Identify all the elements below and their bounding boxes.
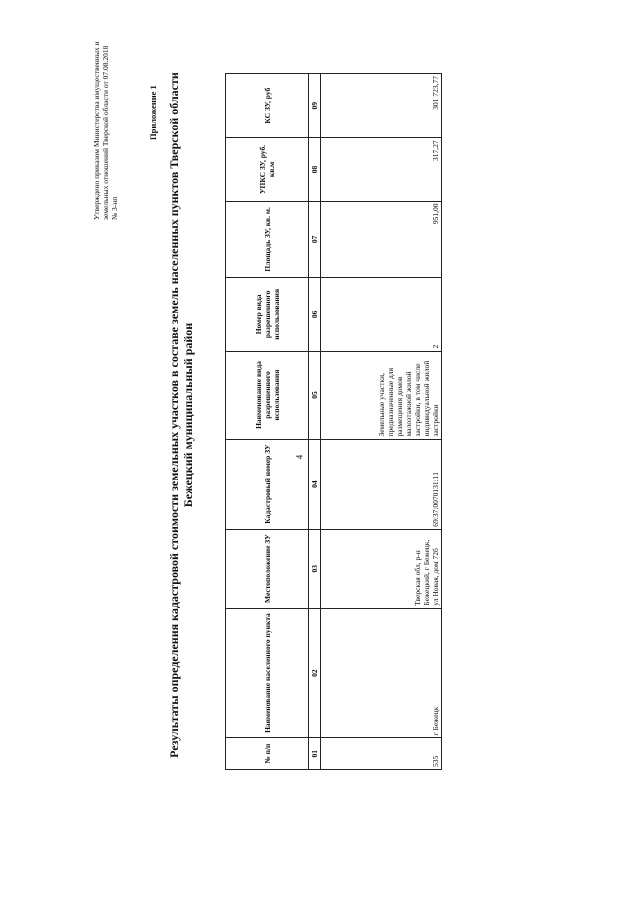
- code-cell: 08: [309, 138, 321, 201]
- code-cell: 03: [309, 529, 321, 608]
- approval-note: [92, 40, 119, 220]
- header-cell: КС ЗУ, руб: [226, 74, 309, 138]
- row-number: 535: [321, 738, 442, 770]
- approval-line-3: № 3-нп: [110, 196, 119, 220]
- row-cadastral-value: 301 723,77: [321, 74, 442, 138]
- header-cell: Наименование вида разрешенного использования: [226, 351, 309, 439]
- code-cell: 09: [309, 74, 321, 138]
- title-line-2: Бежецкий муниципальный район: [181, 322, 195, 508]
- header-cell: УПКС ЗУ, руб. кв.м: [226, 138, 309, 201]
- header-row: [226, 74, 309, 770]
- row-settlement: г Бежецк: [321, 608, 442, 738]
- code-cell: 05: [309, 351, 321, 439]
- header-cell: Номер вида разрешенного использования: [226, 278, 309, 351]
- row-cadastral-number: 69:37:0070131:11: [321, 439, 442, 529]
- document-title: [167, 45, 195, 785]
- row-use-number: 2: [321, 278, 442, 351]
- code-cell: 07: [309, 201, 321, 278]
- code-cell: 04: [309, 439, 321, 529]
- code-cell: 01: [309, 738, 321, 770]
- header-cell: № п/п: [226, 738, 309, 770]
- code-cell: 02: [309, 608, 321, 738]
- page-number: 4: [294, 454, 305, 460]
- code-cell: 06: [309, 278, 321, 351]
- title-line-1: Результаты определения кадастровой стоимости земельных участков в составе земель населенных пунктов Тверской области: [167, 72, 181, 758]
- table-row: [321, 74, 442, 770]
- header-cell: Наименование населенного пункта: [226, 608, 309, 738]
- code-row: [309, 74, 321, 770]
- results-table: [225, 73, 442, 770]
- approval-line-1: Утверждено приказом Министерства имущественных и: [92, 41, 101, 220]
- row-upks: 317,27: [321, 138, 442, 201]
- row-location: Тверская обл, р-н Бежецкий, г Бежецк, ул Новая, дом 72б: [321, 529, 442, 608]
- header-cell: Местоположение ЗУ: [226, 529, 309, 608]
- header-cell: Кадастровый номер ЗУ: [226, 439, 309, 529]
- row-area: 951,00: [321, 201, 442, 278]
- approval-line-2: земельных отношений Тверской области от 07.08.2018: [101, 45, 110, 220]
- appendix-label: Приложение 1: [148, 85, 158, 140]
- row-use-name: Земельные участки, предназначенные для размещения домов малоэтажной жилой застройки, в том числе индивидуальной жилой застройки: [321, 351, 442, 439]
- header-cell: Площадь ЗУ, кв. м.: [226, 201, 309, 278]
